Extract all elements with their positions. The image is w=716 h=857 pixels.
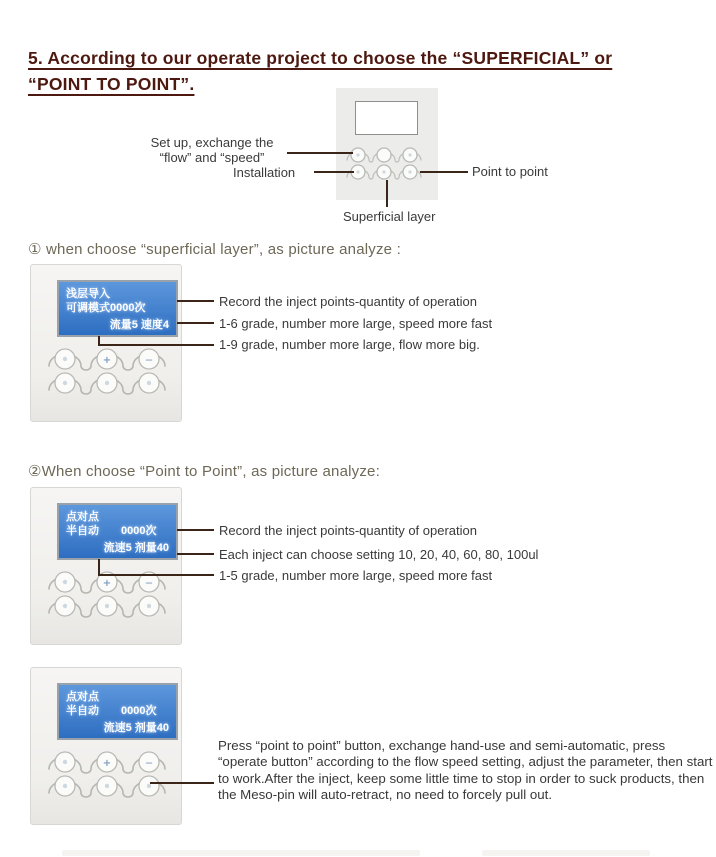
callout-text: 1-5 grade, number more large, speed more fast	[219, 568, 493, 583]
callout-line	[150, 782, 214, 784]
callout-text: Record the inject points-quantity of operation	[219, 523, 477, 538]
section2-heading: ②When choose “Point to Point”, as picture analyze:	[28, 463, 380, 480]
connector-line	[314, 171, 354, 173]
device-photo-point-to-point	[30, 487, 182, 645]
cutoff-artifact	[482, 850, 650, 856]
device-photo-superficial	[30, 264, 182, 422]
connector-line	[386, 180, 388, 207]
label-setup-line2: “flow” and “speed”	[159, 150, 265, 165]
device-screen	[355, 101, 418, 135]
lcd-line2: 可调模式0000次	[66, 302, 146, 314]
callout-line	[98, 344, 214, 346]
lcd-line3: 流量5 速度4	[109, 319, 169, 331]
lcd-line2: 半自动 0000次	[66, 705, 157, 717]
callout-line	[177, 300, 214, 302]
label-point-to-point: Point to point	[472, 164, 548, 179]
lcd-screen	[57, 280, 178, 337]
label-installation: Installation	[233, 165, 296, 180]
device-buttons	[41, 568, 173, 624]
lcd-screen	[57, 683, 178, 740]
minus-glyph: —	[145, 759, 153, 767]
lcd-line2: 半自动 0000次	[66, 525, 157, 537]
label-setup-line1: Set up, exchange the	[150, 135, 274, 150]
plus-glyph: +	[102, 758, 112, 769]
label-setup	[140, 135, 284, 165]
device-buttons	[41, 748, 173, 804]
point-to-point-description: Press “point to point” button, exchange hand-use and semi-automatic, press “operate button” according to the flow speed setting, adjust the parameter, then start to work.After the inject, keep some little time to stop in order to suck products, then the Meso-pin will auto-retract, no need to forcely pull out.	[218, 738, 713, 802]
plus-glyph: +	[102, 355, 112, 366]
connector-line	[420, 171, 468, 173]
callout-line	[177, 529, 214, 531]
lcd-line1: 点对点	[66, 691, 99, 703]
label-superficial-layer: Superficial layer	[343, 209, 436, 224]
lcd-line1: 点对点	[66, 511, 99, 523]
lcd-line3: 流速5 剂量40	[103, 722, 169, 734]
callout-text: 1-6 grade, number more large, speed more fast	[219, 316, 493, 331]
device-buttons	[41, 345, 173, 401]
callout-text: 1-9 grade, number more large, flow more big.	[219, 337, 480, 352]
callout-line	[98, 559, 100, 574]
section1-heading: ① when choose “superficial layer”, as picture analyze :	[28, 241, 401, 258]
lcd-line3: 流速5 剂量40	[103, 542, 169, 554]
cutoff-artifact	[62, 850, 420, 856]
plus-glyph: +	[102, 578, 112, 589]
callout-line	[177, 322, 214, 324]
plus-button	[377, 148, 391, 162]
callout-line	[98, 574, 214, 576]
minus-glyph: —	[145, 579, 153, 587]
lcd-screen	[57, 503, 178, 560]
callout-text: Each inject can choose setting 10, 20, 40, 60, 80, 100ul	[219, 547, 539, 562]
page-title-line2: “POINT TO POINT”.	[28, 74, 195, 94]
minus-glyph: —	[145, 356, 153, 364]
page-title-line1: 5. According to our operate project to choose the “SUPERFICIAL” or	[28, 48, 613, 68]
callout-text: Record the inject points-quantity of operation	[219, 294, 477, 309]
device-photo-point-to-point-2	[30, 667, 182, 825]
callout-line	[177, 553, 214, 555]
connector-line	[287, 152, 353, 154]
lcd-line1: 浅层导入	[66, 288, 110, 300]
